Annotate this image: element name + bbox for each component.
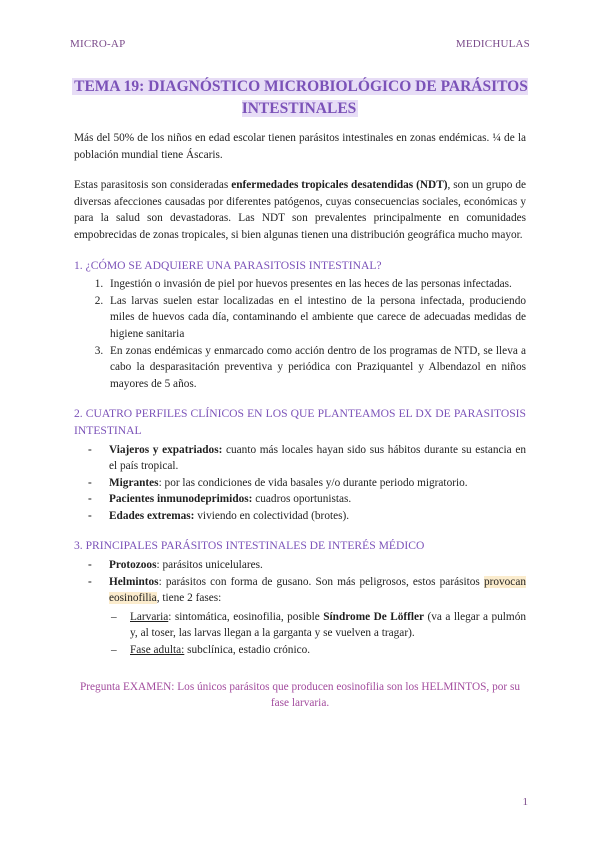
list-item: 2. Las larvas suelen estar localizadas en el intestino de la persona infectada, produciendo miles de huevos cada día, contaminando el ambiente que carece de adecuadas medidas de higiene sanitaria — [106, 293, 526, 343]
item-term: Edades extremas: — [109, 509, 195, 522]
intro-paragraph-2 — [74, 177, 526, 243]
document-title — [70, 76, 530, 120]
sub-item-adulta — [109, 642, 526, 659]
list-item — [74, 491, 526, 508]
ndt-term: enfermedades tropicales desatendidas (NDT) — [231, 179, 448, 192]
p2-text-tail: , son un grupo de diversas afecciones causadas por diferentes patógenos, cuyas consecuencias sociales, económicas y para la salud son devastadoras. Las NDT son prevalentes principalmente en comunidades empobrecidas de zonas tropicales, si bien algunas tienen una distribución geográfica mucho mayor. — [74, 179, 526, 241]
document-body — [74, 130, 526, 712]
helmintos-phases-list — [109, 609, 526, 659]
list-item — [74, 442, 526, 475]
item-term: Pacientes inmunodeprimidos: — [109, 493, 253, 506]
list-item-helmintos — [74, 574, 526, 659]
phase-text-tail: (va a llegar a pulmón y, al toser, las larvas llegan a la garganta y se vuelven a tragar). — [130, 610, 526, 640]
dash-bullet: - — [88, 476, 92, 489]
item-text: : parásitos con forma de gusano. Son más peligrosos, estos parásitos — [158, 575, 484, 588]
item-term: Migrantes — [109, 476, 159, 489]
item-term: Viajeros y expatriados: — [109, 443, 223, 456]
dash-bullet: - — [88, 493, 92, 506]
section-2-heading: 2. CUATRO PERFILES CLÍNICOS EN LOS QUE PLANTEAMOS EL DX DE PARASITOSIS INTESTINAL — [74, 407, 526, 437]
exam-note: Pregunta EXAMEN: Los únicos parásitos que producen eosinofilia son los HELMINTOS, por su fase larvaria. — [80, 680, 520, 710]
phase-label: Fase adulta: — [130, 644, 185, 657]
item-text-tail: , tiene 2 fases: — [156, 592, 222, 605]
p2-text: Estas parasitosis son consideradas — [74, 179, 232, 192]
dash-bullet: - — [88, 443, 92, 456]
item-term: Helmintos — [109, 575, 159, 588]
section-2-list — [74, 442, 526, 525]
item-text: : por las condiciones de vida basales y/o durante periodo migratorio. — [158, 476, 468, 489]
item-text: cuanto más locales hayan sido sus hábitos durante su estancia en el país tropical. — [109, 443, 526, 473]
item-text: : parásitos unicelulares. — [156, 559, 263, 572]
dash-bullet: - — [88, 575, 92, 588]
item-text: viviendo en colectividad (brotes). — [194, 509, 350, 522]
phase-text: subclínica, estadio crónico. — [184, 644, 311, 657]
dash-bullet: - — [88, 509, 92, 522]
dash-bullet: - — [88, 559, 92, 572]
item-term: Protozoos — [109, 559, 157, 572]
sub-item-larvaria — [109, 609, 526, 642]
phase-text: : sintomática, eosinofilia, posible — [168, 610, 324, 623]
intro-paragraph-1: Más del 50% de los niños en edad escolar tienen parásitos intestinales en zonas endémicas. ¼ de la población mundial tiene Áscaris. — [74, 132, 526, 161]
list-item-protozoos — [74, 557, 526, 574]
list-item — [74, 508, 526, 525]
header-left: MICRO-AP — [70, 38, 126, 50]
syndrome-term: Síndrome De Löffler — [323, 610, 425, 623]
section-3-list — [74, 557, 526, 659]
item-text: cuadros oportunistas. — [252, 493, 352, 506]
list-item — [74, 475, 526, 492]
list-item: 3. En zonas endémicas y enmarcado como acción dentro de los programas de NTD, se lleva a cabo la desparasitación preventiva y periódica con Praziquantel y Albendazol en niños mayores de 5 años. — [106, 343, 526, 393]
page-number: 1 — [522, 796, 528, 808]
header-right: MEDICHULAS — [455, 38, 530, 50]
list-item: 1. Ingestión o invasión de piel por huevos presentes en las heces de las personas infectadas. — [106, 276, 526, 293]
dash-bullet: – — [111, 644, 117, 657]
phase-label: Larvaria — [130, 610, 169, 623]
section-3-heading: 3. PRINCIPALES PARÁSITOS INTESTINALES DE INTERÉS MÉDICO — [74, 539, 425, 553]
section-1-list — [74, 276, 526, 392]
highlighted-text: provocan eosinofilia — [109, 575, 526, 605]
section-1-heading: 1. ¿CÓMO SE ADQUIERE UNA PARASITOSIS INTESTINAL? — [74, 258, 382, 272]
title-text: TEMA 19: DIAGNÓSTICO MICROBIOLÓGICO DE PARÁSITOS INTESTINALES — [74, 78, 528, 117]
dash-bullet: – — [111, 610, 117, 623]
